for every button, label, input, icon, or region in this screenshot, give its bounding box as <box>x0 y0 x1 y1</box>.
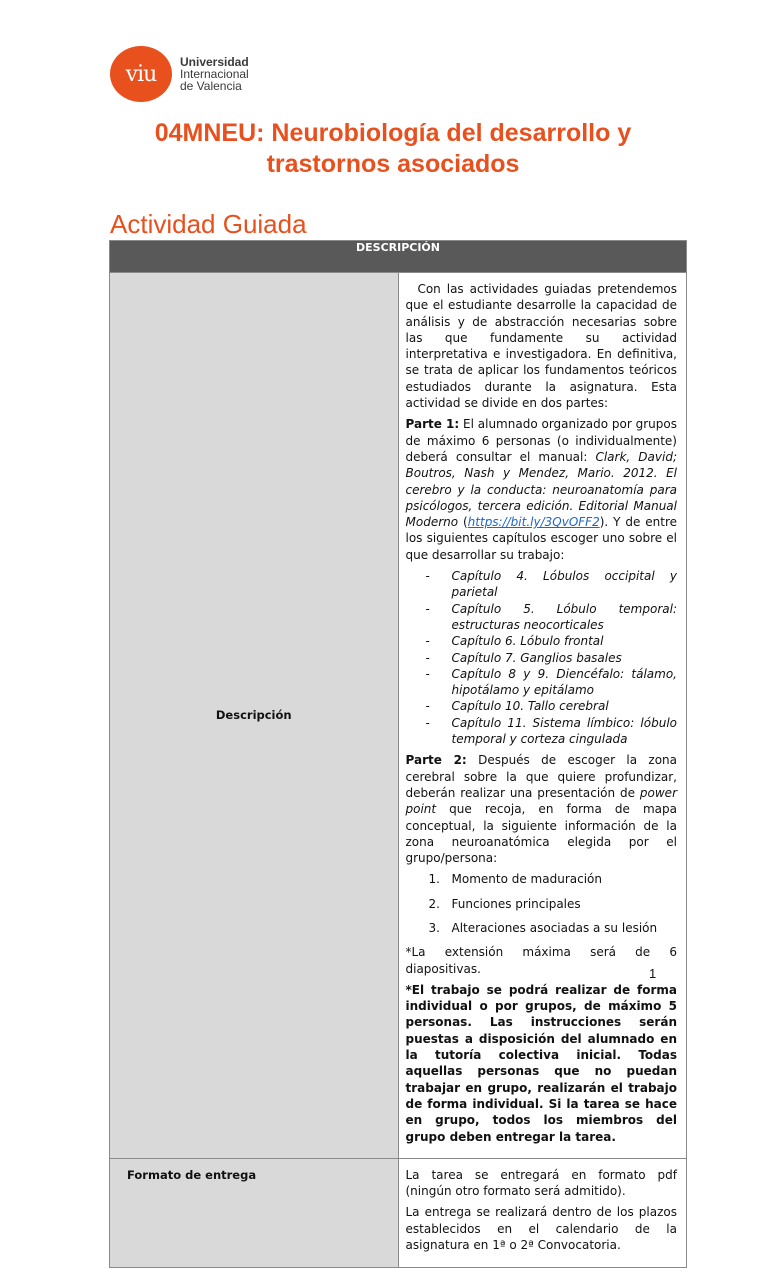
row-label-formato: Formato de entrega <box>110 1158 399 1267</box>
book-reference: Clark, David; Boutros, Nash y Mendez, Mario. 2012. El cerebro y la conducta: neuroanatomía para psicólogos, tercera edición. Editorial Manual Moderno <box>405 449 677 530</box>
document-title-line-1: 04MNEU: Neurobiología del desarrollo y <box>154 119 632 147</box>
list-item: - Capítulo 11. Sistema límbico: lóbulo temporal y corteza cingulada <box>406 715 678 748</box>
list-item: - Capítulo 6. Lóbulo frontal <box>406 633 678 649</box>
section-title: Actividad Guiada <box>110 209 307 239</box>
list-item: 3. Alteraciones asociadas a su lesión <box>428 920 658 935</box>
format-line-2: La entrega se realizará dentro de los plazos establecidos en el calendario de la asignatura en 1ª o 2ª Convocatoria. <box>405 1205 677 1253</box>
list-item: - Capítulo 8 y 9. Diencéfalo: tálamo, hipotálamo y epitálamo <box>406 666 678 699</box>
book-link[interactable]: https://bit.ly/3QvOFF2 <box>467 515 600 530</box>
page-number: 1 <box>649 966 657 981</box>
table-row <box>110 273 687 1159</box>
document-title-line-2: trastornos asociados <box>266 150 520 178</box>
part1-paragraph: Parte 1: El alumnado organizado por grupos de máximo 6 personas (o individualmente) deberá consultar el manual: Clark, David; Boutros, Nash y Mendez, Mario. 2012. El cerebro y la conducta: neuroanatomía para psicólogos, tercera edición. Editorial Manual Moderno (https://bit.ly/3QvOFF2). Y de entre los siguientes capítulos escoger uno sobre el que desarrollar su trabajo: <box>405 417 677 562</box>
group-work-note: *El trabajo se podrá realizar de forma individual o por grupos, de máximo 5 personas. Las instrucciones serán puestas a disposición del alumnado en la tutoría colectiva inicial. Todas aquellas personas que no puedan trabajar en grupo, realizarán el trabajo de forma individual. Si la tarea se hace en grupo, todos los miembros del grupo deben entregar la tarea. <box>405 982 677 1144</box>
university-logo <box>110 46 249 102</box>
chapter-list <box>406 568 678 747</box>
table-header: DESCRIPCIÓN <box>110 241 687 273</box>
format-line-1: La tarea se entregará en formato pdf (ningún otro formato será admitido). <box>405 1167 677 1199</box>
intro-paragraph: Con las actividades guiadas pretendemos que el estudiante desarrolle la capacidad de análisis y de abstracción necesarias sobre las que fundamente su actividad interpretativa e investigadora. En definitiva, se trata de aplicar los fundamentos teóricos estudiados durante la asignatura. Esta actividad se divide en dos partes: <box>405 282 677 411</box>
content-items-list <box>406 871 678 936</box>
part2-paragraph: Parte 2: Después de escoger la zona cerebral sobre la que quiere profundizar, deberán realizar una presentación de power point que recoja, en forma de mapa conceptual, la siguiente información de la zona neuroanatómica elegida por el grupo/persona: <box>405 753 677 866</box>
description-content <box>398 273 687 1159</box>
description-table <box>109 240 687 1268</box>
logo-line-3: de Valencia <box>180 79 242 93</box>
part2-label: Parte 2: <box>405 753 467 768</box>
list-item: - Capítulo 7. Ganglios basales <box>406 650 678 666</box>
list-item: - Capítulo 10. Tallo cerebral <box>406 698 678 714</box>
list-item: - Capítulo 5. Lóbulo temporal: estructuras neocorticales <box>406 601 678 634</box>
row-label-descripcion: Descripción <box>110 273 399 1159</box>
logo-line-2: Internacional <box>180 67 249 81</box>
list-item: 2. Funciones principales <box>428 896 581 911</box>
extension-note: *La extensión máxima será de 6 diapositivas. <box>405 945 677 976</box>
format-content <box>398 1158 687 1267</box>
logo-text <box>180 56 249 92</box>
table-row <box>110 1158 687 1267</box>
part1-label: Parte 1: <box>405 417 460 432</box>
document-title <box>110 118 676 180</box>
list-item: - Capítulo 4. Lóbulos occipital y parietal <box>406 568 678 601</box>
logo-line-1: Universidad <box>180 55 249 69</box>
viu-logo-mark: viu <box>110 46 172 102</box>
list-item: 1. Momento de maduración <box>428 872 602 887</box>
